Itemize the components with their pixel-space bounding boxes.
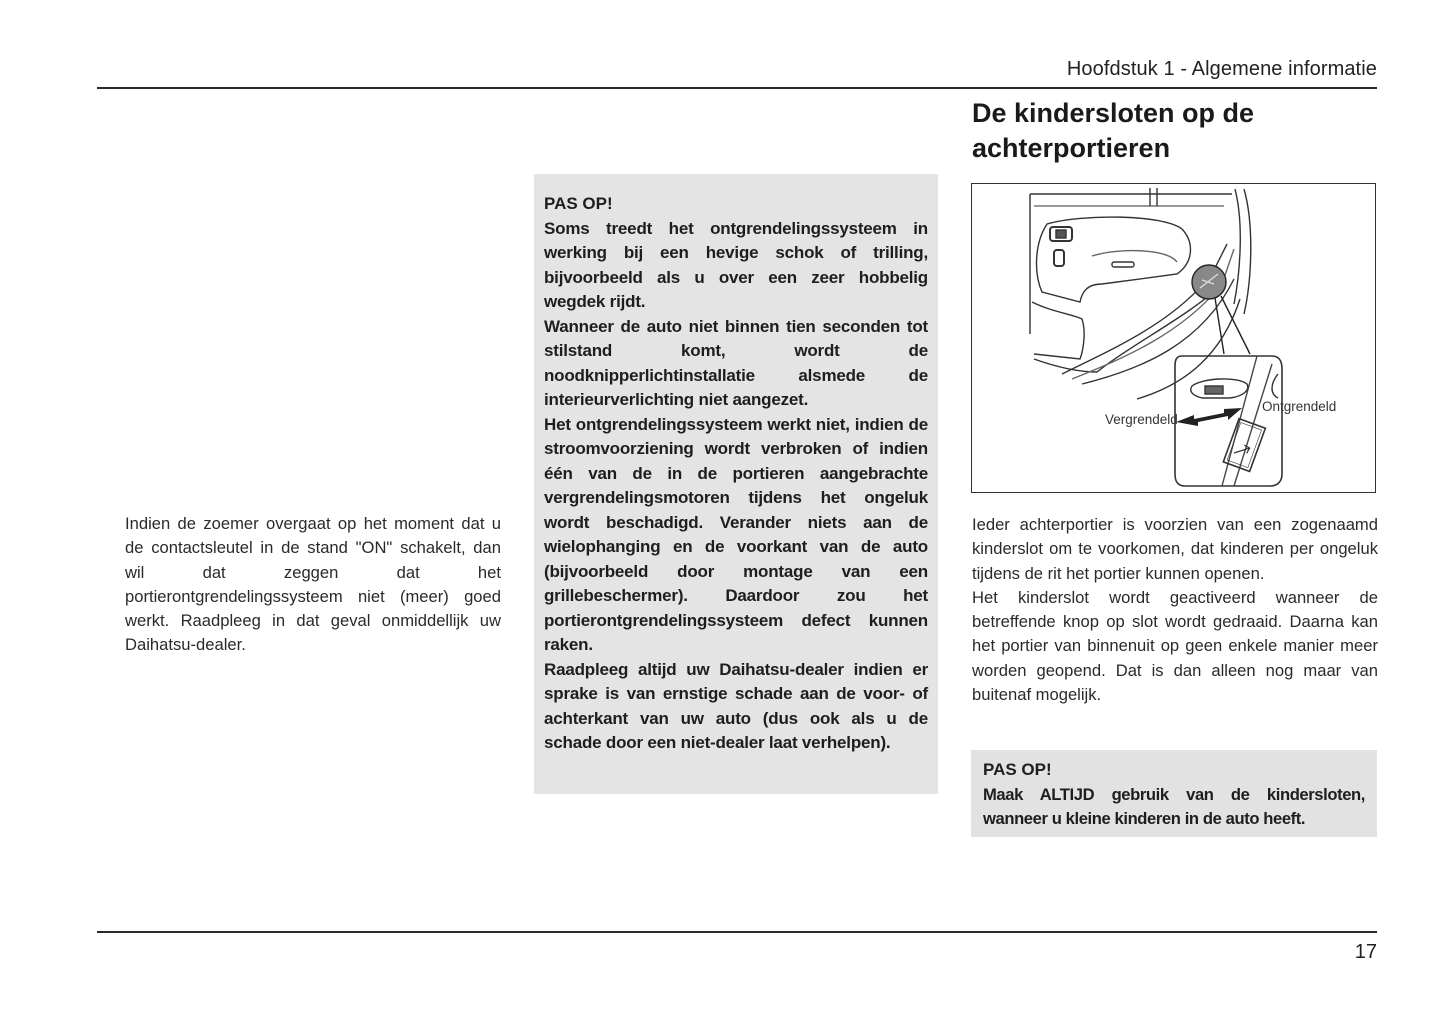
unlocked-label: Ontgrendeld: [1262, 399, 1337, 414]
warning-box-middle: [534, 174, 938, 794]
footer-rule: [97, 931, 1377, 933]
warning-paragraph: Het ontgrendelingssysteem werkt niet, indien de stroomvoorziening wordt verbroken of indien één van de in de portieren aangebrachte vergrendelingsmotoren tijdens het ongeluk wordt beschadigd. Verander niets aan de wielophanging en de voorkant van de auto (bijvoorbeeld door montage van een grillebeschermer). Daardoor zou het portierontgrendelingssysteem defect kunnen raken.: [544, 414, 928, 654]
warning-title: PAS OP!: [544, 194, 613, 213]
chapter-header: Hoofdstuk 1 - Algemene informatie: [1066, 58, 1377, 80]
body-paragraph: Ieder achterportier is voorzien van een zogenaamd kinderslot om te voorkomen, dat kinderen per ongeluk tijdens de rit het portier kunnen openen.: [972, 515, 1378, 583]
body-paragraph: Het kinderslot wordt geactiveerd wanneer de betreffende knop op slot wordt gedraaid. Daarna kan het portier van binnenuit op geen enkele manier meer worden geopend. Dat is dan alleen nog maar van buitenaf mogelijk.: [972, 587, 1378, 705]
right-column-text: [972, 513, 1378, 707]
child-lock-illustration: [971, 183, 1376, 493]
left-column-text: Indien de zoemer overgaat op het moment dat u de contactsleutel in de stand "ON" schakelt, dan wil dat zeggen dat het portierontgrendelingssysteem niet (meer) goed werkt. Raadpleeg in dat geval onmiddellijk uw Daihatsu-dealer.: [125, 514, 501, 655]
locked-label: Vergrendeld: [1105, 412, 1178, 427]
page-number: 17: [1354, 941, 1377, 963]
warning-paragraph: Wanneer de auto niet binnen tien seconden tot stilstand komt, wordt de noodknipperlichtinstallatie alsmede de interieurverlichting niet aangezet.: [544, 316, 928, 409]
warning-paragraph: Raadpleeg altijd uw Daihatsu-dealer indien er sprake is van ernstige schade aan de voor- of achterkant van uw auto (dus ook als u de schade door een niet-dealer laat verhelpen).: [544, 659, 928, 752]
header-rule: [97, 87, 1377, 89]
warning-title: PAS OP!: [983, 760, 1052, 779]
warning-paragraph: Soms treedt het ontgrendelingssysteem in werking bij een hevige schok of trilling, bijvoorbeeld als u over een zeer hobbelig wegdek rijdt.: [544, 218, 928, 311]
warning-box-right: [971, 750, 1377, 837]
section-title: De kindersloten op de achterportieren: [972, 98, 1255, 163]
door-panel-drawing: [972, 184, 1375, 492]
warning-text: Maak ALTIJD gebruik van de kindersloten, wanneer u kleine kinderen in de auto heeft.: [983, 784, 1365, 828]
